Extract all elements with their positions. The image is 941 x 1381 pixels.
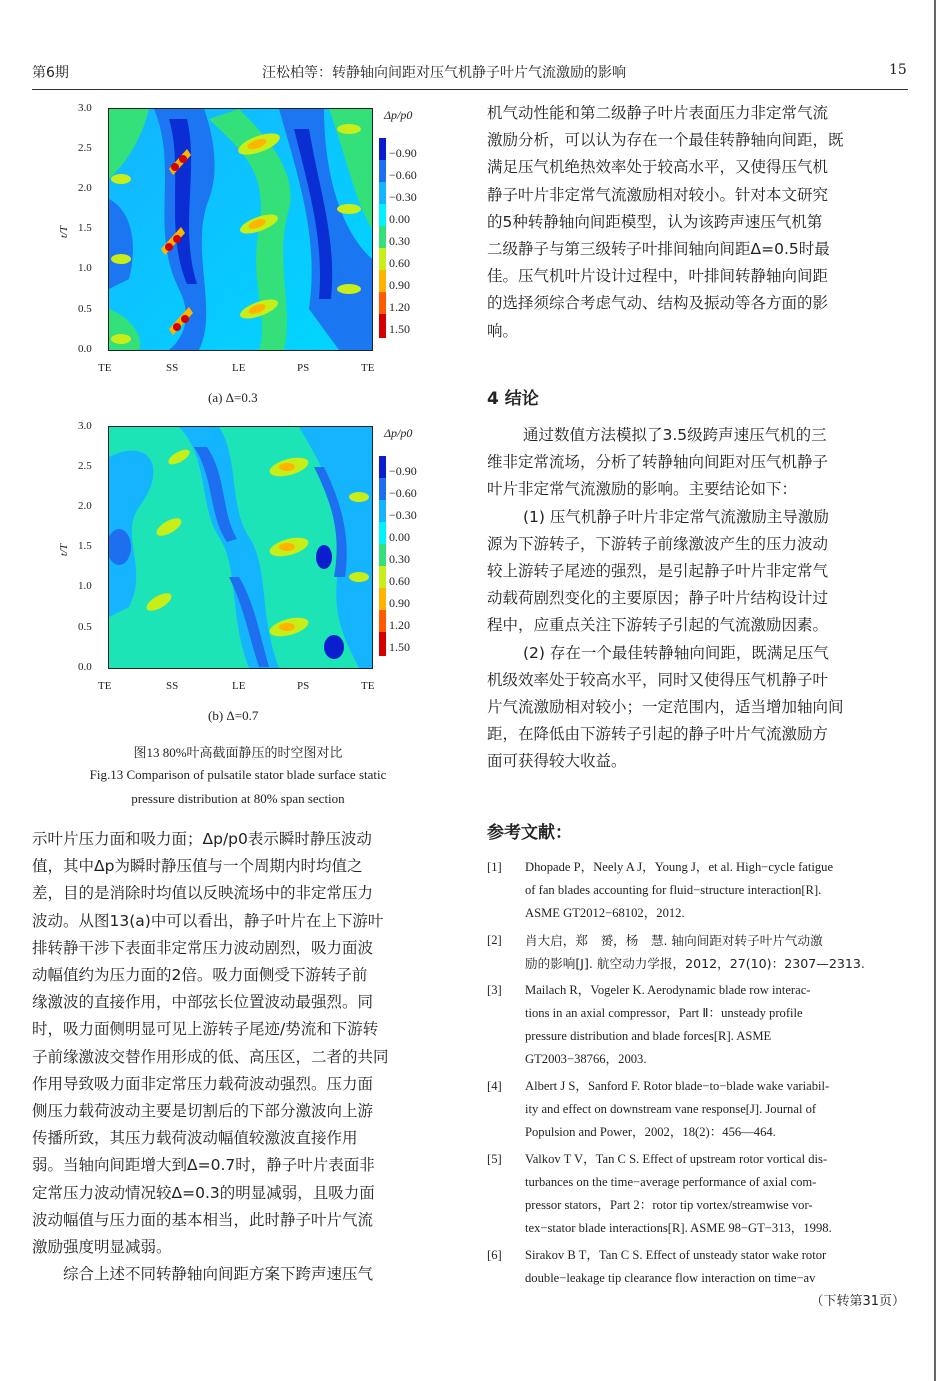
text-line: 的5种转静轴向间距模型，认为该跨声速压气机第	[487, 212, 823, 231]
legend-swatch	[379, 204, 386, 226]
text-line: 传播所致，其压力载荷波动幅值较激波直接作用	[32, 1129, 358, 1148]
text-line: 面可获得较大收益。	[487, 752, 627, 771]
reference-line: Sirakov B T，Tan C S. Effect of unsteady stator wake rotor	[525, 1248, 827, 1262]
panel-b-caption: (b) Δ=0.7	[208, 708, 259, 723]
reference-number: [1]	[487, 860, 502, 874]
text-line: 响。	[487, 321, 519, 340]
reference-line: double−leakage tip clearance flow interaction on time−av	[525, 1271, 816, 1285]
legend-level: 0.30	[389, 552, 410, 566]
figure-panel-a	[28, 100, 468, 410]
legend-swatch	[379, 248, 386, 270]
x-tick: TE	[98, 680, 112, 692]
header-issue: 第6期	[32, 65, 69, 81]
text-line: 差，目的是消除时均值以反映流场中的非定常压力	[32, 884, 374, 903]
reference-line: Albert J S，Sanford F. Rotor blade−to−blade wake variabil-	[525, 1079, 830, 1093]
legend-title: Δp/p0	[384, 108, 413, 122]
x-tick: PS	[297, 362, 310, 374]
legend-level: 0.30	[389, 234, 410, 248]
text-line: 时，吸力面侧明显可见上游转子尾迹/势流和下游转	[32, 1020, 379, 1039]
reference-line: turbances on the time−average performance of axial com-	[525, 1175, 817, 1189]
reference-item	[487, 856, 905, 925]
text-line: 程中，应重点关注下游转子引起的气流激励因素。	[487, 616, 829, 635]
legend-level: 1.20	[389, 618, 410, 632]
y-tick: 2.0	[78, 500, 92, 512]
y-tick: 1.5	[78, 222, 92, 234]
reference-line: 励的影响[J]. 航空动力学报，2012，27(10)：2307—2313.	[525, 956, 865, 971]
text-line: 波动幅值与压力面的基本相当，此时静子叶片气流	[32, 1210, 374, 1229]
legend-level: −0.60	[389, 486, 417, 500]
reference-number: [3]	[487, 983, 502, 997]
reference-line: ity and effect on downstream vane response[J]. Journal of	[525, 1102, 817, 1116]
legend-level: 0.00	[389, 530, 410, 544]
x-tick-labels	[98, 352, 376, 374]
y-axis-label: t/T	[58, 543, 71, 557]
legend-level: 1.50	[389, 322, 410, 336]
y-tick: 0.5	[78, 621, 92, 633]
text-line: 排转静干涉下表面非定常压力波动剧烈，吸力面波	[32, 938, 374, 957]
y-axis-label: t/T	[58, 225, 71, 239]
text-line: 片气流激励相对较小；一定范围内，适当增加轴向间	[487, 698, 844, 717]
legend-level: 0.00	[389, 212, 410, 226]
reference-line: pressure distribution and blade forces[R]. ASME	[525, 1029, 772, 1043]
right-body-text	[487, 100, 907, 345]
y-tick: 3.0	[78, 420, 92, 432]
y-tick: 0.5	[78, 303, 92, 315]
contour-plot-b	[108, 426, 373, 669]
legend-level: 0.60	[389, 256, 410, 270]
section-heading-conclusion: 4 结论	[487, 389, 539, 409]
x-tick: LE	[232, 362, 246, 374]
reference-line: Valkov T V，Tan C S. Effect of upstream rotor vortical dis-	[525, 1152, 828, 1166]
reference-line: of fan blades accounting for fluid−structure interaction[R].	[525, 883, 822, 897]
text-line: (1) 压气机静子叶片非定常气流激励主导激励	[523, 507, 829, 526]
figure-caption-cn: 图13 80%叶高截面静压的时空图对比	[133, 745, 343, 760]
reference-line: tions in an axial compressor，Part Ⅱ：unsteady profile	[525, 1006, 803, 1020]
legend-swatch	[379, 544, 386, 566]
reference-line: Dhopade P，Neely A J，Young J，et al. High−cycle fatigue	[525, 860, 834, 874]
text-line: 激励强度明显减弱。	[32, 1238, 172, 1257]
y-tick: 1.0	[78, 262, 92, 274]
reference-number: [2]	[487, 933, 502, 947]
text-line: 叶片非定常气流激励的影响。主要结论如下：	[487, 480, 798, 499]
text-line: 二级静子与第三级转子叶排间轴向间距Δ=0.5时最	[487, 240, 830, 259]
reference-item	[487, 1148, 905, 1240]
y-tick: 2.5	[78, 142, 92, 154]
reference-item	[487, 929, 905, 975]
legend-swatch	[379, 456, 386, 478]
text-line: 机气动性能和第二级静子叶片表面压力非定常气流	[487, 104, 829, 122]
legend-level: 0.90	[389, 596, 410, 610]
panel-a-caption: (a) Δ=0.3	[208, 390, 258, 405]
text-line: (2) 存在一个最佳转静轴向间距，既满足压气	[523, 643, 829, 662]
reference-line: GT2003−38766，2003.	[525, 1052, 647, 1066]
y-tick-labels	[78, 100, 102, 360]
y-tick: 0.0	[78, 661, 92, 673]
legend-swatch	[379, 610, 386, 632]
legend-level: 0.60	[389, 574, 410, 588]
references-heading: 参考文献：	[487, 823, 572, 843]
figure-panel-b	[28, 418, 468, 728]
x-tick: TE	[98, 362, 112, 374]
text-line: 较上游转子尾迹的强烈，是引起静子叶片非定常气	[487, 562, 829, 581]
text-line: 机级效率处于较高水平，同时又使得压气机静子叶	[487, 670, 829, 689]
legend-swatch	[379, 566, 386, 588]
text-line: 侧压力载荷波动主要是切割后的下部分激波向上游	[32, 1102, 374, 1121]
left-body-text	[32, 826, 446, 1288]
reference-line: tex−stator blade interactions[R]. ASME 98−GT−313，1998.	[525, 1221, 832, 1235]
reference-number: [5]	[487, 1152, 502, 1166]
text-line: 通过数值方法模拟了3.5级跨声速压气机的三	[523, 426, 827, 444]
header-title: 汪松柏等：转静轴向间距对压气机静子叶片气流激励的影响	[262, 65, 626, 81]
text-line: 缘激波的直接作用，中部弦长位置波动最强烈。同	[32, 993, 374, 1012]
legend-level: 1.50	[389, 640, 410, 654]
text-line: 距，在降低由下游转子引起的静子叶片气流激励方	[487, 725, 829, 744]
y-tick-labels	[78, 418, 102, 678]
legend-level: −0.90	[389, 146, 417, 160]
x-tick: SS	[166, 362, 179, 374]
text-line: 维非定常流场，分析了转静轴向间距对压气机静子	[487, 453, 829, 472]
figure-caption-en-2: pressure distribution at 80% span section	[131, 791, 345, 806]
reference-list	[487, 856, 905, 1313]
reference-number: [4]	[487, 1079, 502, 1093]
y-tick: 0.0	[78, 343, 92, 355]
legend-level: 0.90	[389, 278, 410, 292]
legend-level: −0.90	[389, 464, 417, 478]
page-right-border	[934, 0, 936, 1381]
reference-line: Populsion and Power，2002，18(2)：456—464.	[525, 1125, 776, 1139]
legend-swatch	[379, 314, 386, 338]
conclusion-text	[487, 422, 907, 776]
reference-item	[487, 1244, 905, 1290]
text-line: 值，其中Δp为瞬时静压值与一个周期内时均值之	[32, 857, 363, 876]
legend-swatch	[379, 500, 386, 522]
legend-swatch	[379, 160, 386, 182]
legend-swatch	[379, 632, 386, 656]
legend-colorbar	[379, 138, 439, 338]
y-tick: 1.0	[78, 580, 92, 592]
legend-swatch	[379, 270, 386, 292]
y-tick: 1.5	[78, 540, 92, 552]
x-tick: SS	[166, 680, 179, 692]
text-line: 静子叶片非定常气流激励相对较小。针对本文研究	[487, 185, 829, 204]
text-line: 作用导致吸力面非定常压力载荷波动强烈。压力面	[32, 1074, 374, 1093]
legend-swatch	[379, 292, 386, 314]
x-tick: PS	[297, 680, 310, 692]
text-line: 动幅值约为压力面的2倍。吸力面侧受下游转子前	[32, 966, 368, 985]
legend-swatch	[379, 478, 386, 500]
text-line: 波动。从图13(a)中可以看出，静子叶片在上下游叶	[32, 911, 384, 930]
legend-title: Δp/p0	[384, 426, 413, 440]
text-line: 的选择须综合考虑气动、结构及振动等各方面的影	[487, 294, 829, 313]
legend-level: 1.20	[389, 300, 410, 314]
y-tick: 2.5	[78, 460, 92, 472]
legend-swatch	[379, 522, 386, 544]
x-tick-labels	[98, 670, 376, 692]
header-rule	[32, 89, 908, 90]
legend-swatch	[379, 226, 386, 248]
text-line: 佳。压气机叶片设计过程中，叶排间转静轴向间距	[487, 267, 829, 286]
text-line: 示叶片压力面和吸力面；Δp/p0表示瞬时静压波动	[32, 830, 372, 848]
reference-line: 肖大启，郑 赟，杨 慧. 轴向间距对转子叶片气动激	[525, 933, 823, 948]
legend-colorbar	[379, 456, 439, 656]
x-tick: LE	[232, 680, 246, 692]
legend-swatch	[379, 138, 386, 160]
text-line: 源为下游转子，下游转子前缘激波产生的压力波动	[487, 534, 829, 553]
reference-line: Mailach R，Vogeler K. Aerodynamic blade row interac-	[525, 983, 811, 997]
reference-item	[487, 1075, 905, 1144]
text-line: 激励分析，可以认为存在一个最佳转静轴向间距，既	[487, 131, 844, 150]
legend-swatches	[379, 456, 386, 656]
text-line: 弱。当轴向间距增大到Δ=0.7时，静子叶片表面非	[32, 1156, 375, 1175]
text-line: 定常压力波动情况较Δ=0.3的明显减弱，且吸力面	[32, 1183, 375, 1202]
reference-line: ASME GT2012−68102，2012.	[525, 906, 685, 920]
text-line: 综合上述不同转静轴向间距方案下跨声速压气	[63, 1265, 374, 1284]
legend-swatch	[379, 588, 386, 610]
text-line: 动载荷剧烈变化的主要原因；静子叶片结构设计过	[487, 589, 829, 608]
reference-number: [6]	[487, 1248, 502, 1262]
header-page-number: 15	[889, 62, 907, 78]
legend-swatch	[379, 182, 386, 204]
x-tick: TE	[361, 362, 375, 374]
figure-caption-en-1: Fig.13 Comparison of pulsatile stator blade surface static	[89, 767, 387, 782]
continued-note: （下转第31页）	[810, 1294, 905, 1309]
y-tick: 3.0	[78, 102, 92, 114]
text-line: 子前缘激波交替作用形成的低、高压区，二者的共同	[32, 1047, 389, 1066]
x-tick: TE	[361, 680, 375, 692]
legend-level: −0.30	[389, 190, 417, 204]
y-tick: 2.0	[78, 182, 92, 194]
legend-level: −0.30	[389, 508, 417, 522]
text-line: 满足压气机绝热效率处于较高水平，又使得压气机	[487, 158, 829, 177]
reference-item	[487, 979, 905, 1071]
contour-plot-a	[108, 108, 373, 351]
legend-level: −0.60	[389, 168, 417, 182]
reference-line: pressor stators，Part 2：rotor tip vortex/streamwise vor-	[525, 1198, 813, 1212]
legend-swatches	[379, 138, 386, 338]
